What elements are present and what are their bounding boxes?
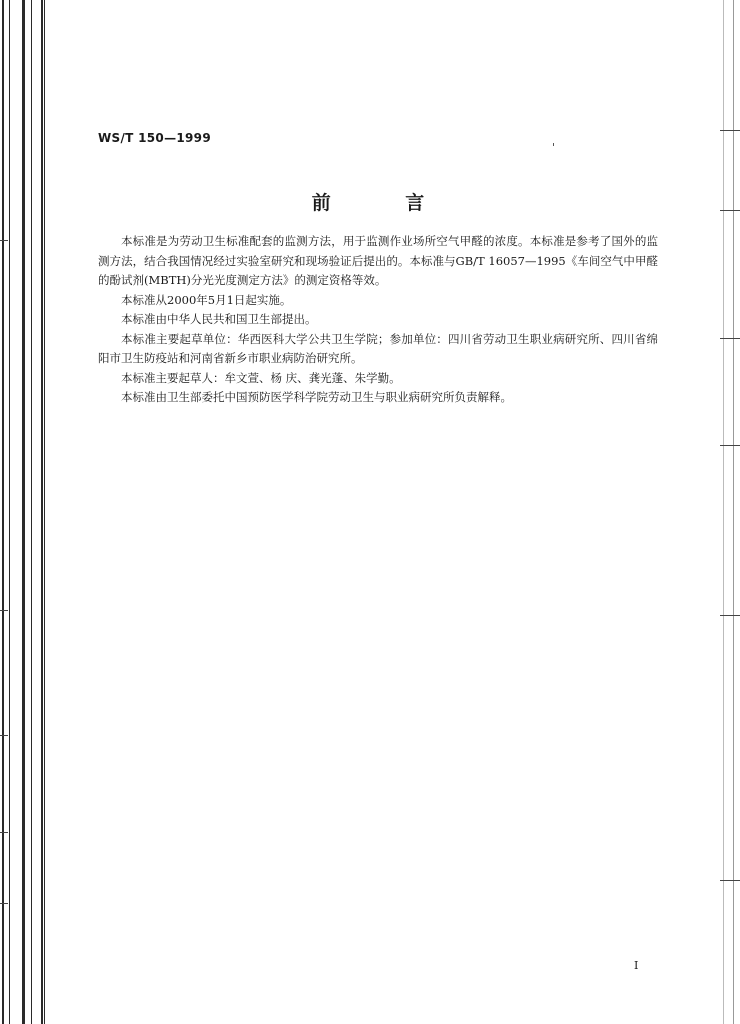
page-title: 前 言 bbox=[311, 192, 459, 214]
page-number: I bbox=[634, 959, 639, 972]
edge-tick bbox=[0, 832, 8, 833]
paragraph: 本标准从2000年5月1日起实施。 bbox=[121, 292, 292, 307]
paragraph: 本标准主要起草单位：华西医科大学公共卫生学院；参加单位：四川省劳动卫生职业病研究所、四川省绵阳市卫生防疫站和河南省新乡市职业病防治研究所。 bbox=[98, 331, 658, 365]
document-code: WS/T 150—1999 bbox=[98, 131, 211, 145]
scan-binding-line bbox=[22, 0, 25, 1024]
scan-binding-line bbox=[41, 0, 43, 1024]
edge-tick bbox=[720, 445, 740, 446]
edge-tick bbox=[720, 338, 740, 339]
scan-binding-line bbox=[31, 0, 32, 1024]
paragraph: 本标准由中华人民共和国卫生部提出。 bbox=[121, 312, 317, 326]
edge-tick bbox=[0, 610, 8, 611]
edge-tick bbox=[720, 880, 740, 881]
scan-binding-line bbox=[9, 0, 10, 1024]
paragraph: 本标准由卫生部委托中国预防医学科学院劳动卫生与职业病研究所负责解释。 bbox=[121, 390, 512, 404]
scan-binding-line bbox=[44, 0, 45, 1024]
scan-edge-line bbox=[723, 0, 724, 1024]
edge-tick bbox=[0, 903, 8, 904]
scan-edge-line bbox=[733, 0, 734, 1024]
scan-binding-line bbox=[2, 0, 4, 1024]
scan-speck bbox=[553, 143, 554, 146]
edge-tick bbox=[720, 130, 740, 131]
paragraph: 本标准是为劳动卫生标准配套的监测方法，用于监测作业场所空气甲醛的浓度。本标准是参考了国外的监测方法，结合我国情况经过实验室研究和现场验证后提出的。本标准与GB/T 16057—1995《车间空气中甲醛的酚试剂(MBTH)分光光度测定方法》的测定资格等效。 bbox=[98, 234, 658, 287]
edge-tick bbox=[0, 735, 8, 736]
document-body bbox=[98, 232, 658, 408]
edge-tick bbox=[720, 615, 740, 616]
paragraph: 本标准主要起草人：牟文萱、杨 庆、龚光蓬、朱学勤。 bbox=[121, 370, 401, 385]
edge-tick bbox=[0, 240, 8, 241]
